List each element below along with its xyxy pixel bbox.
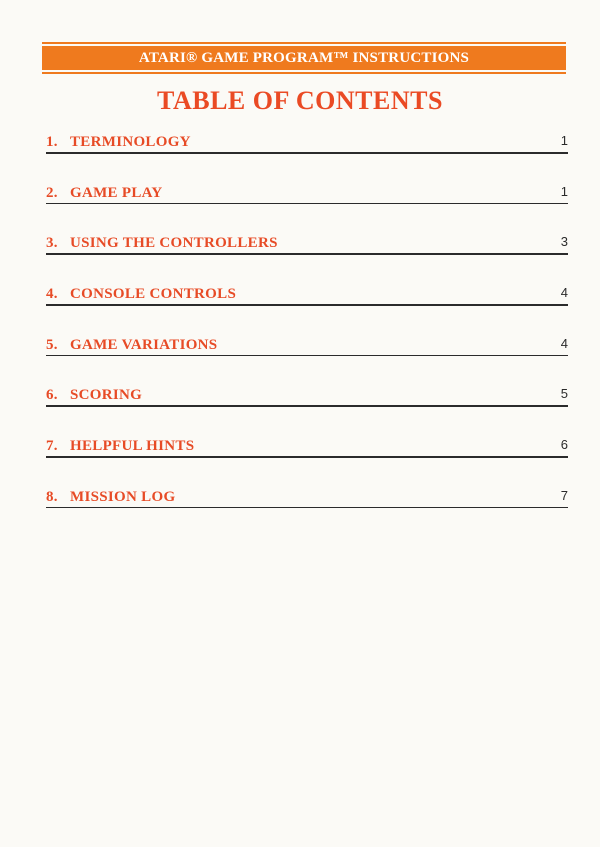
toc-underline: [46, 405, 568, 407]
toc-number: 2.: [46, 184, 58, 201]
toc-number: 5.: [46, 336, 58, 353]
toc-label: [46, 185, 163, 202]
toc-page-number: 1: [560, 133, 568, 148]
toc-number: 7.: [46, 438, 58, 455]
toc-item-console-controls[interactable]: [46, 282, 568, 333]
toc-number: 8.: [46, 488, 58, 505]
table-of-contents: [46, 130, 568, 536]
toc-underline: [46, 507, 568, 509]
toc-label: [46, 286, 236, 303]
toc-underline: [46, 152, 568, 154]
toc-label: [46, 337, 217, 354]
toc-underline: [46, 355, 568, 357]
toc-underline: [46, 253, 568, 255]
toc-underline: [46, 456, 568, 458]
toc-page-number: 4: [560, 335, 568, 351]
toc-number: 1.: [46, 134, 58, 150]
toc-item-game-variations[interactable]: [46, 333, 568, 384]
toc-item-terminology[interactable]: [46, 130, 568, 181]
toc-page-number: 3: [560, 234, 568, 250]
banner-rule-bottom: [42, 72, 566, 74]
header-banner: [42, 42, 566, 72]
page-title: TABLE OF CONTENTS: [157, 86, 443, 115]
toc-label: [46, 235, 278, 252]
toc-item-helpful-hints[interactable]: [46, 434, 568, 485]
banner-rule-top: [42, 42, 566, 44]
toc-title: MISSION LOG: [70, 488, 176, 505]
toc-number: 4.: [46, 286, 58, 303]
toc-title: SCORING: [70, 387, 143, 404]
toc-item-using-the-controllers[interactable]: [46, 231, 568, 282]
toc-title: HELPFUL HINTS: [70, 438, 195, 455]
toc-label: [46, 438, 194, 455]
banner-bar: [42, 46, 566, 70]
toc-number: 3.: [46, 235, 58, 252]
toc-label: [46, 134, 191, 151]
toc-title: GAME PLAY: [70, 184, 163, 201]
toc-item-game-play[interactable]: [46, 181, 568, 232]
toc-item-mission-log[interactable]: [46, 485, 568, 536]
toc-page-number: 1: [560, 183, 568, 199]
toc-page-number: 4: [560, 285, 568, 301]
toc-page-number: 5: [560, 386, 568, 402]
toc-underline: [46, 304, 568, 306]
toc-number: 6.: [46, 387, 58, 404]
toc-underline: [46, 203, 568, 205]
toc-title: CONSOLE CONTROLS: [70, 286, 237, 303]
toc-title: GAME VARIATIONS: [70, 336, 218, 353]
toc-title: USING THE CONTROLLERS: [70, 235, 278, 252]
toc-title: TERMINOLOGY: [70, 134, 191, 150]
toc-label: [46, 387, 142, 404]
toc-item-scoring[interactable]: [46, 383, 568, 434]
toc-label: [46, 489, 175, 506]
toc-page-number: 7: [560, 487, 568, 503]
toc-page-number: 6: [560, 437, 568, 453]
banner-text: ATARI® GAME PROGRAM™ INSTRUCTIONS: [138, 49, 470, 66]
